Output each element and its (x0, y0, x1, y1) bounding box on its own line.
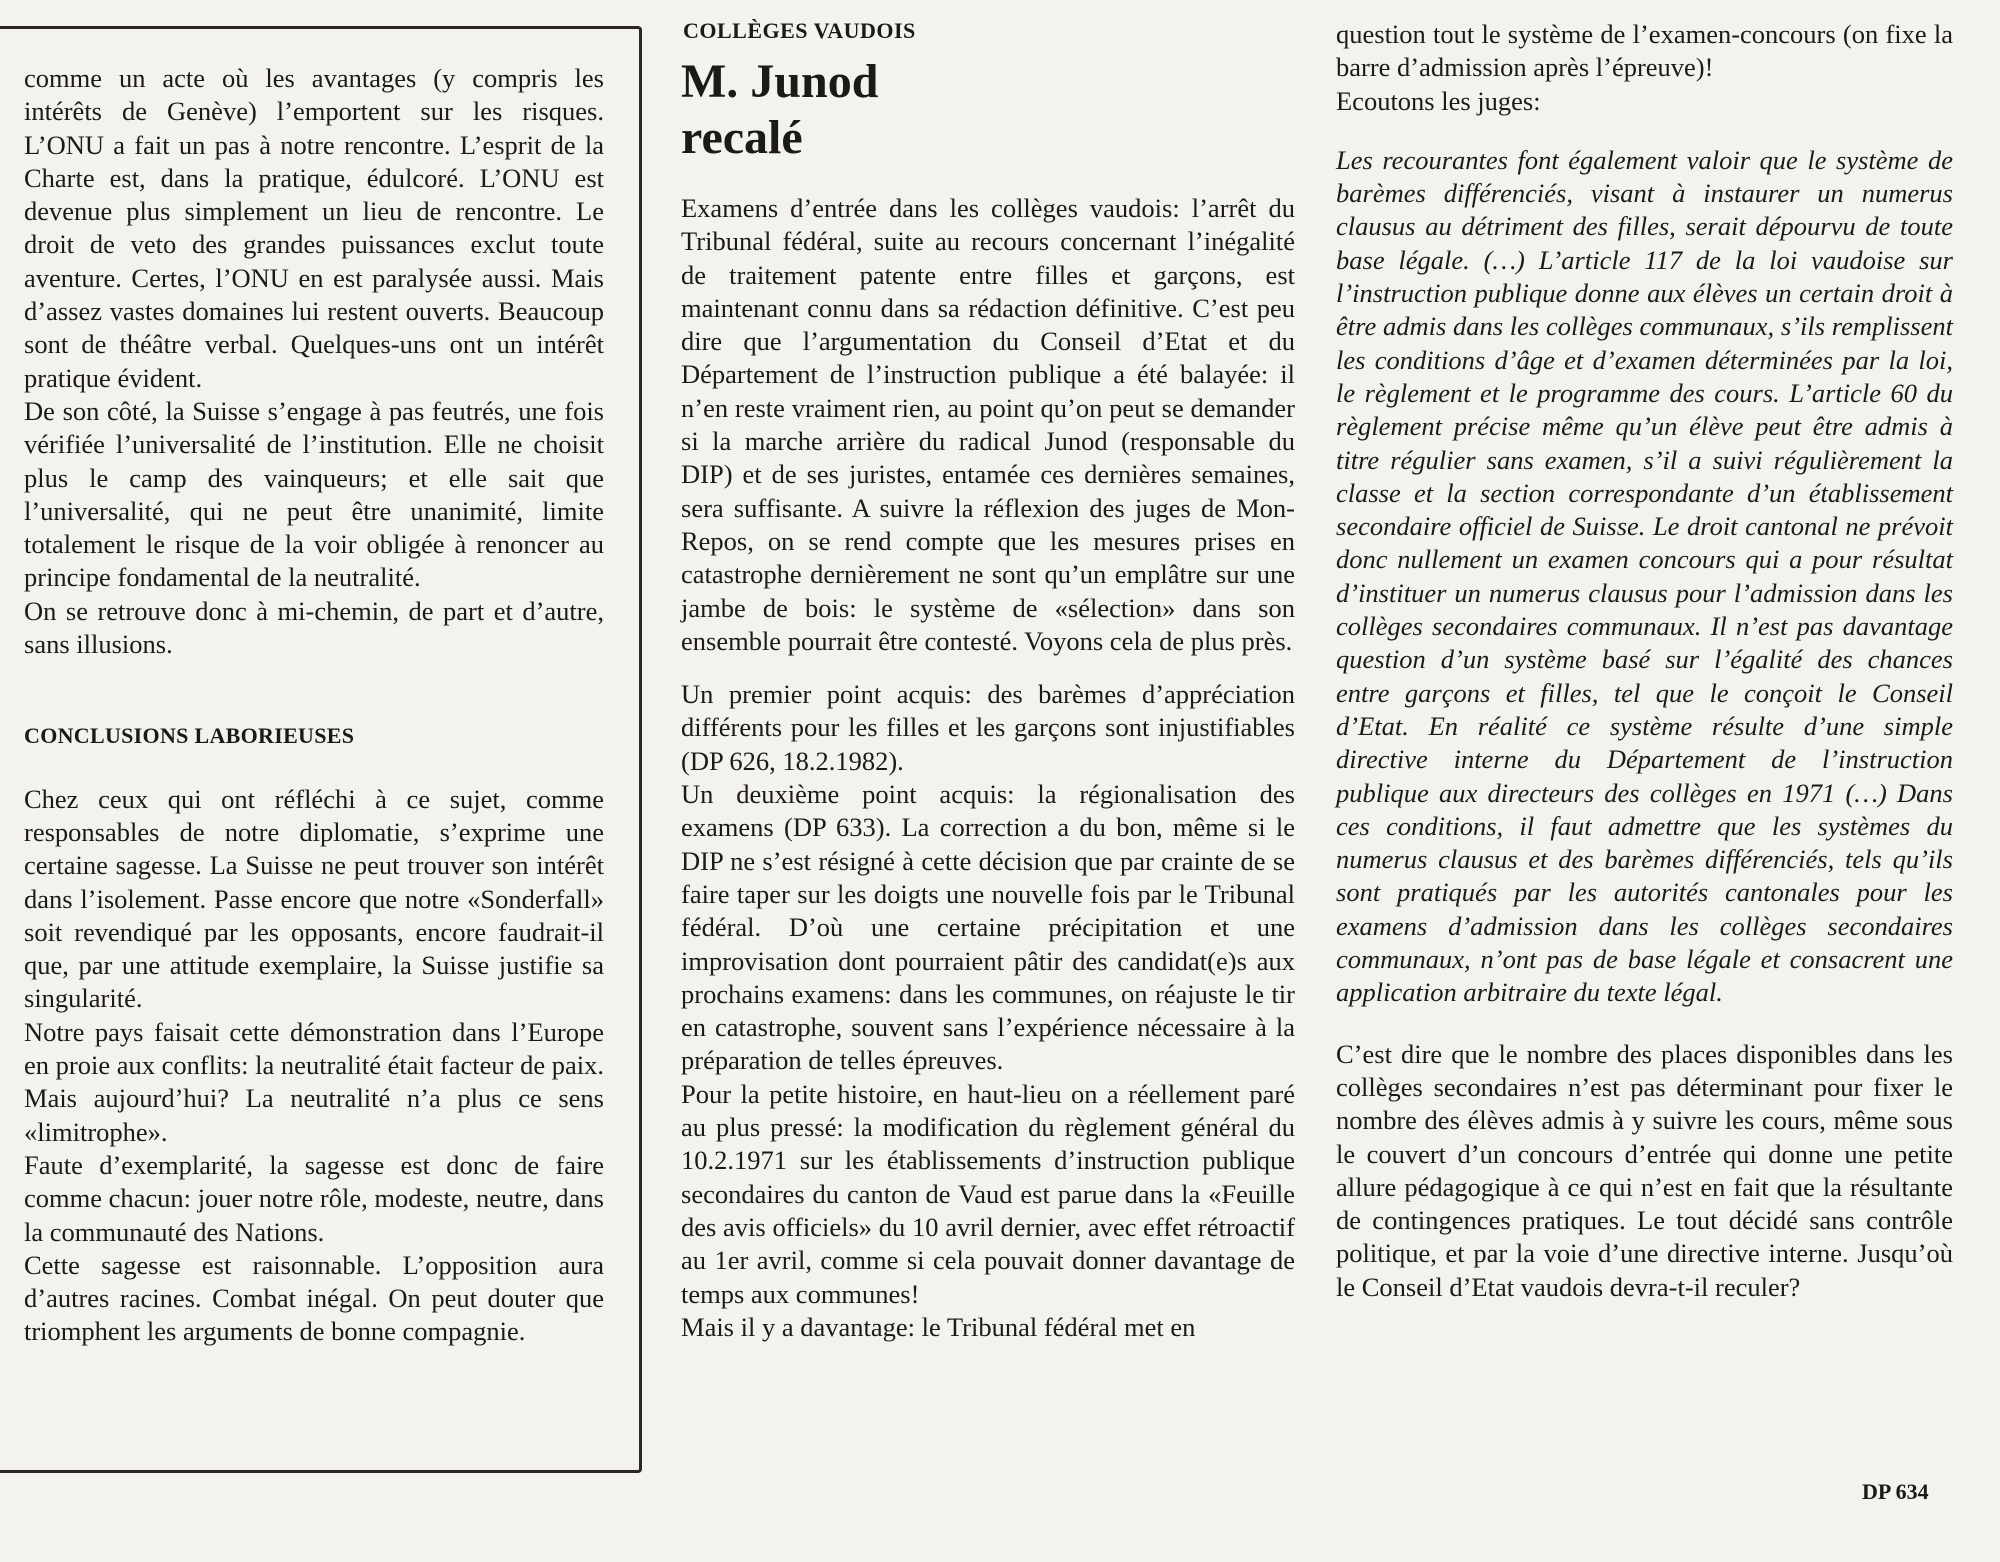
right-paragraph-3: C’est dire que le nombre des places disponibles dans les collèges secondaires n’est pas déterminant pour fixer le nombre des élèves admis à y suivre les cours, même sous le couvert d’un concours d’entrée qui donne une petite allure pédagogique à ce qui n’est en fait que la résultante de contingences pratiques. Le tout décidé sans contrôle politique, et par la voie d’une directive interne. Jusqu’où le Conseil d’Etat vaudois devra-t-il reculer? (1336, 1038, 1953, 1302)
middle-paragraph-1: Examens d’entrée dans les collèges vaudois: l’arrêt du Tribunal fédéral, suite au recours concernant l’inégalité de traitement patente entre filles et garçons, est maintenant connu dans sa rédaction définitive. C’est peu dire que l’argumentation du Conseil d’Etat et du Département de l’instruction publique a été balayée: il n’en reste vraiment rien, au point qu’on peut se demander si la marche arrière du radical Junod (responsable du DIP) et de ses juristes, entamée ces dernières semaines, sera suffisante. A suivre la réflexion des juges de Mon-Repos, on se rend compte que les mesures prises en catastrophe dernièrement ne sont qu’un emplâtre sur une jambe de bois: le système de «sélection» dans son ensemble pourrait être contesté. Voyons cela de plus près. (681, 193, 1295, 656)
right-column (1336, 18, 1953, 1304)
article-title-line-1: M. Junod (681, 55, 879, 108)
middle-paragraph-3: Un deuxième point acquis: la régionalisation des examens (DP 633). La correction a du bon, même si le DIP ne s’est résigné à cette décision que par crainte de se faire taper sur les doigts une nouvelle fois par le Tribunal fédéral. D’où une certaine précipitation et une improvisation dont pourraient pâtir des candidat(e)s aux prochains examens: dans les communes, on réajuste le tir en catastrophe, souvent sans l’expérience nécessaire à la préparation de telles épreuves. (681, 779, 1295, 1076)
left-paragraph-7: Cette sagesse est raisonnable. L’opposition aura d’autres racines. Combat inégal. On peut douter que triomphent les arguments de bonne compagnie. (24, 1249, 604, 1347)
right-paragraph-1: question tout le système de l’examen-concours (on fixe la barre d’admission après l’épreuve)! (1336, 19, 1953, 83)
article-kicker: COLLÈGES VAUDOIS (683, 18, 916, 43)
left-paragraph-5: Notre pays faisait cette démonstration dans l’Europe en proie aux conflits: la neutralité était facteur de paix. Mais aujourd’hui? La neutralité n’a plus ce sens «limitrophe». (24, 1016, 604, 1147)
right-paragraph-2: Ecoutons les juges: (1336, 85, 1541, 116)
court-quote: Les recourantes font également valoir que le système de barèmes différenciés, visant à instaurer un numerus clausus au détriment des filles, serait dépourvu de toute base légale. (…) L’article 117 de la loi vaudoise sur l’instruction publique donne aux élèves un certain droit à être admis dans les collèges communaux, s’ils remplissent les conditions d’âge et d’examen déterminées par la loi, le règlement et le programme des cours. L’article 60 du règlement précise même qu’un élève peut être admis à titre régulier sans examen, s’il a suivi régulièrement la classe et la section correspondante d’un établissement secondaire officiel de Suisse. Le droit cantonal ne prévoit donc nullement un examen concours qui a pour résultat d’instituer un numerus clausus pour l’admission dans les collèges secondaires communaux. Il n’est pas davantage question d’un système basé sur l’égalité des chances entre garçons et filles, tel que le conçoit le Conseil d’Etat. En réalité ce système résulte d’une simple directive interne du Département de l’instruction publique aux directeurs des collèges en 1971 (…) Dans ces conditions, il faut admettre que les systèmes du numerus clausus et des barèmes différenciés, tels qu’ils sont pratiqués par les autorités cantonales pour les examens d’admission dans les collèges secondaires communaux, n’ont pas de base légale et consacrent une application arbitraire du texte légal. (1336, 144, 1953, 1008)
left-column (24, 62, 604, 1349)
middle-column (681, 192, 1295, 1344)
page-number: DP 634 (1862, 1479, 1929, 1504)
left-paragraph-6: Faute d’exemplarité, la sagesse est donc de faire comme chacun: jouer notre rôle, modeste, neutre, dans la communauté des Nations. (24, 1149, 604, 1247)
middle-paragraph-2: Un premier point acquis: des barèmes d’appréciation différents pour les filles et les garçons sont injustifiables (DP 626, 18.2.1982). (681, 679, 1295, 776)
left-paragraph-3: On se retrouve donc à mi-chemin, de part et d’autre, sans illusions. (24, 595, 604, 660)
article-title (681, 54, 878, 166)
left-paragraph-1: comme un acte où les avantages (y compris les intérêts de Genève) l’emportent sur les risques. L’ONU a fait un pas à notre rencontre. L’esprit de la Charte est, dans la pratique, édulcoré. L’ONU est devenue plus simplement un lieu de rencontre. Le droit de veto des grandes puissances exclut toute aventure. Certes, l’ONU en est paralysée aussi. Mais d’assez vastes domaines lui restent ouverts. Beaucoup sont de théâtre verbal. Quelques-uns ont un intérêt pratique évident. (24, 63, 604, 393)
middle-paragraph-5: Mais il y a davantage: le Tribunal fédéral met en (681, 1311, 1196, 1342)
left-paragraph-2: De son côté, la Suisse s’engage à pas feutrés, une fois vérifiée l’universalité de l’institution. Elle ne choisit plus le camp des vainqueurs; et elle sait que l’universalité, qui ne peut être unanimité, limite totalement le risque de la voir obligée à renoncer au principe fondamental de la neutralité. (24, 395, 604, 593)
middle-paragraph-4: Pour la petite histoire, en haut-lieu on a réellement paré au plus pressé: la modification du règlement général du 10.2.1971 sur les établissements d’instruction publique secondaires du canton de Vaud est parue dans la «Feuille des avis officiels» du 10 avril dernier, avec effet rétroactif au 1er avril, comme si cela pouvait donner davantage de temps aux communes! (681, 1078, 1295, 1309)
section-subheading: CONCLUSIONS LABORIEUSES (24, 723, 355, 749)
article-title-line-2: recalé (681, 111, 803, 164)
left-paragraph-4: Chez ceux qui ont réfléchi à ce sujet, comme responsables de notre diplomatie, s’exprime une certaine sagesse. La Suisse ne peut trouver son intérêt dans l’isolement. Passe encore que notre «Sonderfall» soit revendiqué par les opposants, encore faudrait-il que, par une attitude exemplaire, la Suisse justifie sa singularité. (24, 783, 604, 1014)
